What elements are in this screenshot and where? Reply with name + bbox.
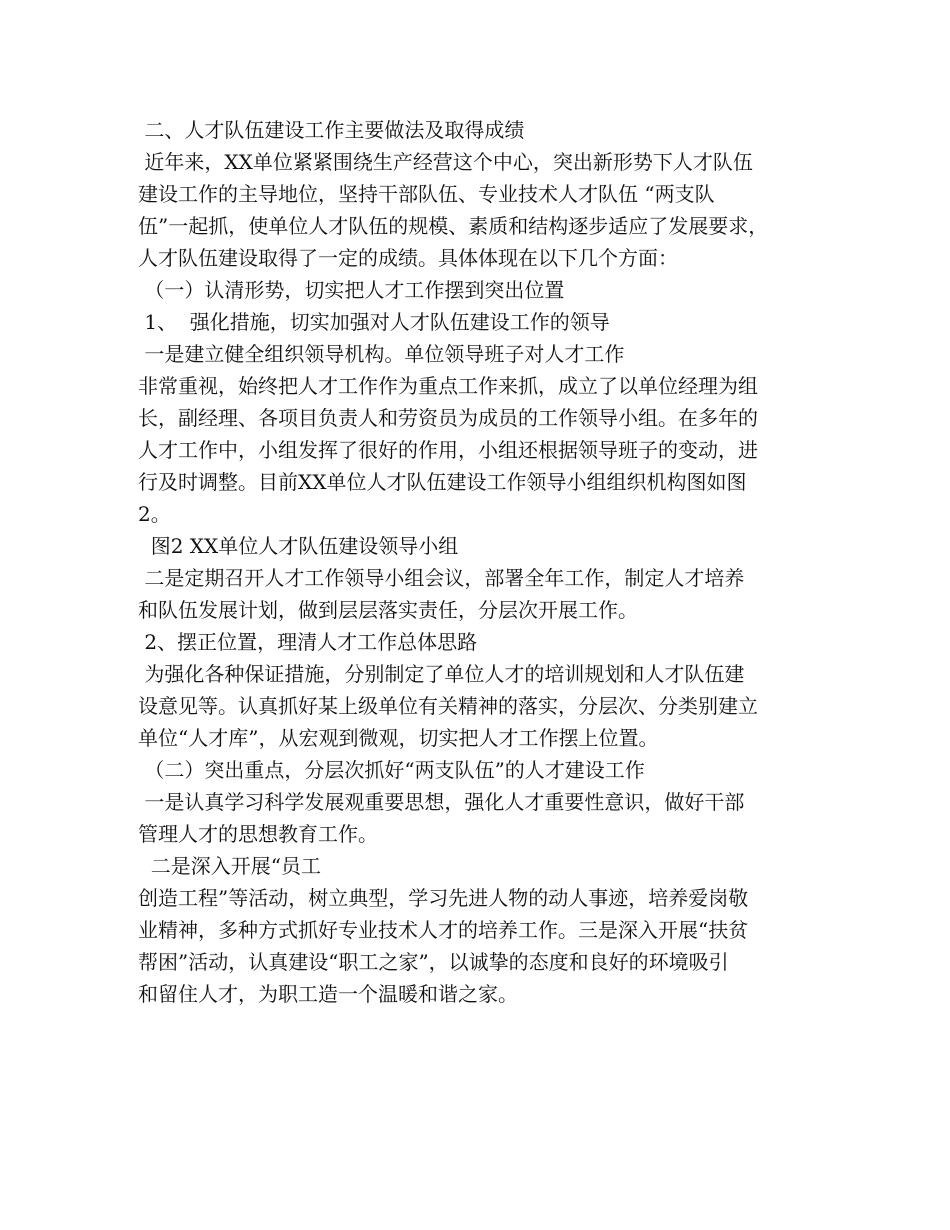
paragraph-line: 一是建立健全组织领导机构。单位领导班子对人才工作 xyxy=(138,342,625,366)
paragraph-line: 行及时调整。目前XX单位人才队伍建设工作领导小组组织机构图如图 xyxy=(138,470,747,494)
section-heading: 二、人才队伍建设工作主要做法及取得成绩 xyxy=(138,118,525,142)
paragraph-line: 单位“人才库”，从宏观到微观，切实把人才工作摆上位置。 xyxy=(138,726,659,750)
paragraph-line: 为强化各种保证措施，分别制定了单位人才的培训规划和人才队伍建 xyxy=(138,662,745,686)
paragraph-line: 近年来，XX单位紧紧围绕生产经营这个中心，突出新形势下人才队伍 xyxy=(138,150,753,174)
paragraph-line: 伍”一起抓，使单位人才队伍的规模、素质和结构逐步适应了发展要求， xyxy=(138,214,769,238)
paragraph-line: 建设工作的主导地位，坚持干部队伍、专业技术人才队伍 “两支队 xyxy=(138,182,715,206)
figure-caption: 图2 XX单位人才队伍建设领导小组 xyxy=(138,534,459,558)
document-body xyxy=(138,114,818,1010)
paragraph-line: 人才工作中，小组发挥了很好的作用，小组还根据领导班子的变动，进 xyxy=(138,438,758,462)
paragraph-line: 长，副经理、各项目负责人和劳资员为成员的工作领导小组。在多年的 xyxy=(138,406,758,430)
paragraph-line: 管理人才的思想教育工作。 xyxy=(138,822,378,846)
subsection-heading: （一）认清形势，切实把人才工作摆到突出位置 xyxy=(138,278,565,302)
paragraph-line: 和留住人才，为职工造一个温暖和谐之家。 xyxy=(138,982,518,1006)
paragraph-line: 设意见等。认真抓好某上级单位有关精神的落实，分层次、分类别建立 xyxy=(138,694,758,718)
item-heading: 1、 强化措施，切实加强对人才队伍建设工作的领导 xyxy=(138,310,610,334)
subsection-heading: （二）突出重点，分层次抓好“两支队伍”的人才建设工作 xyxy=(138,758,645,782)
paragraph-line: 帮困”活动，认真建设“职工之家”，以诚挚的态度和良好的环境吸引 xyxy=(138,950,729,974)
paragraph-line: 非常重视，始终把人才工作作为重点工作来抓，成立了以单位经理为组 xyxy=(138,374,758,398)
item-heading: 2、摆正位置，理清人才工作总体思路 xyxy=(138,630,478,654)
paragraph-line: 业精神，多种方式抓好专业技术人才的培养工作。三是深入开展“扶贫 xyxy=(138,918,749,942)
paragraph-line: 2。 xyxy=(138,502,171,526)
paragraph-line: 创造工程”等活动，树立典型，学习先进人物的动人事迹，培养爱岗敬 xyxy=(138,886,749,910)
paragraph-line: 人才队伍建设取得了一定的成绩。具体体现在以下几个方面： xyxy=(138,246,678,270)
paragraph-line: 一是认真学习科学发展观重要思想，强化人才重要性意识，做好干部 xyxy=(138,790,745,814)
paragraph-line: 和队伍发展计划，做到层层落实责任，分层次开展工作。 xyxy=(138,598,638,622)
paragraph-line: 二是深入开展“员工 xyxy=(138,854,321,878)
paragraph-line: 二是定期召开人才工作领导小组会议，部署全年工作，制定人才培养 xyxy=(138,566,745,590)
